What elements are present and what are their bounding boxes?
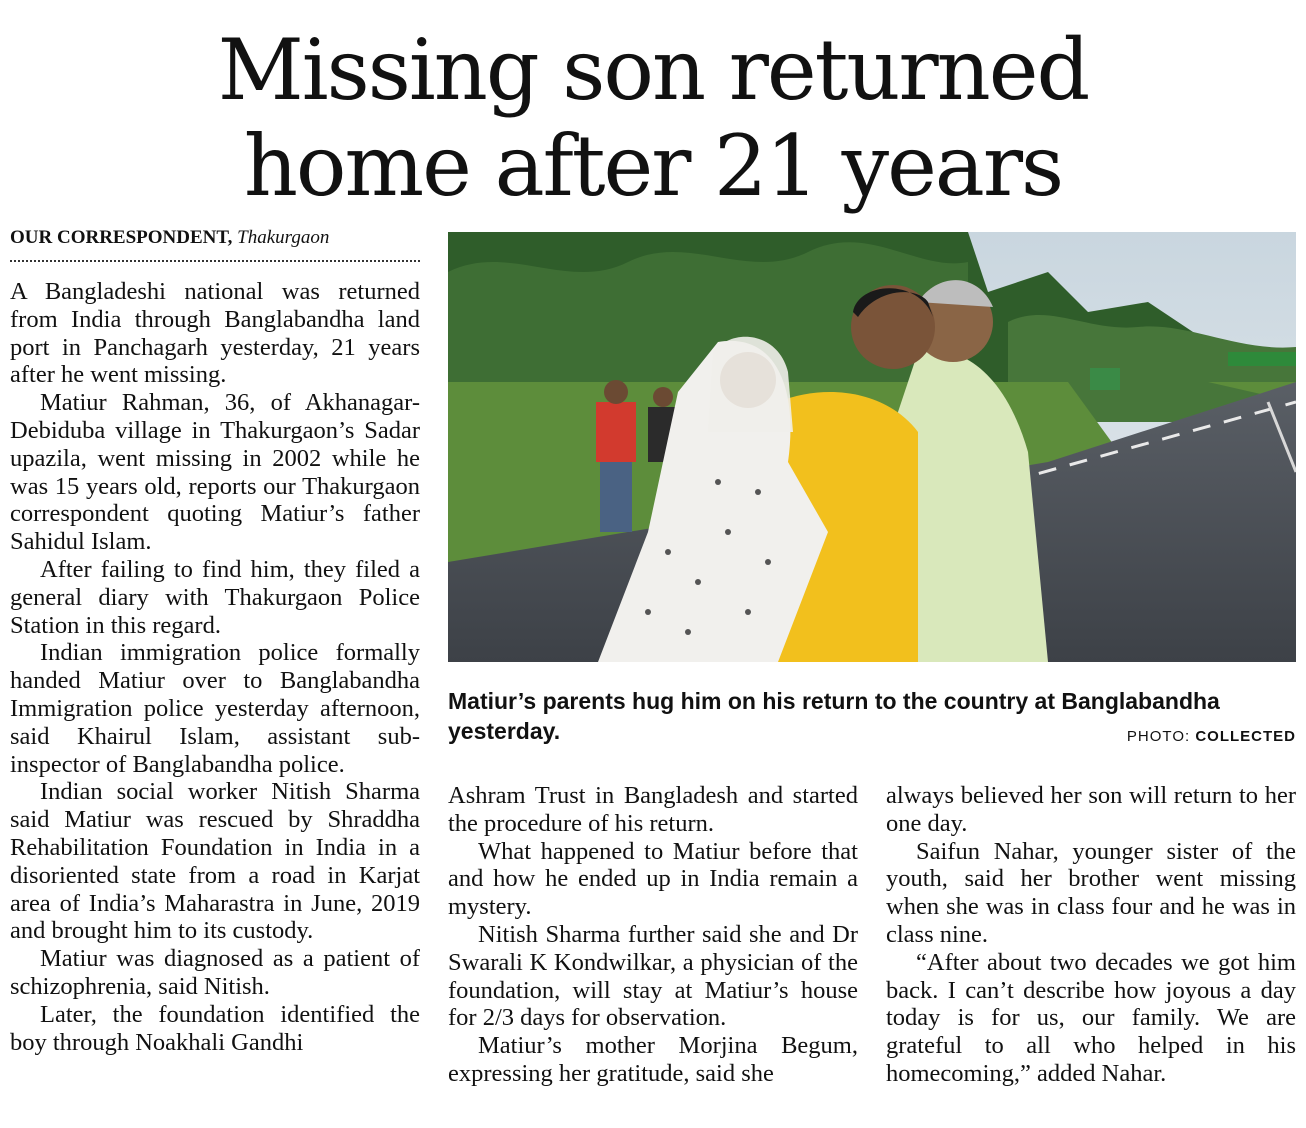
photo-credit-label: PHOTO: [1126,728,1191,745]
paragraph: Matiur’s mother Morjina Begum, expressing her gratitude, said she [448,1032,858,1087]
paragraph: Later, the foundation identified the boy through Noakhali Gandhi [10,1000,420,1056]
paragraph: A Bangladeshi national was returned from India through Banglabandha land port in Panchagarh yesterday, 21 years after he went missing. [10,278,420,389]
paragraph: What happened to Matiur before that and how he ended up in India remain a mystery. [448,837,858,921]
paragraph: Indian immigration police formally handed Matiur over to Banglabandha Immigration police yesterday afternoon, said Khairul Islam, assistant sub-inspector of Banglabandha police. [10,639,420,778]
paragraph: After failing to find him, they filed a general diary with Thakurgaon Police Station in this regard. [10,555,420,639]
paragraph: “After about two decades we got him back. I can’t describe how joyous a day today is for us, our family. We are grateful to all who helped in his homecoming,” added Nahar. [886,948,1296,1087]
byline [10,226,420,250]
photo-caption: Matiur’s parents hug him on his return to the country at Banglabandha yesterday. [448,688,1220,744]
paragraph: Matiur was diagnosed as a patient of schizophrenia, said Nitish. [10,945,420,1000]
article-column-2 [448,782,858,1122]
photo-illustration [448,232,1296,662]
article-column-3 [886,782,1296,1122]
paragraph: Matiur Rahman, 36, of Akhanagar-Debiduba village in Thakurgaon’s Sadar upazila, went missing in 2002 while he was 15 years old, reports our Thakurgaon correspondent quoting Matiur’s father Sahidul Islam. [10,389,420,556]
paragraph: Nitish Sharma further said she and Dr Swarali K Kondwilkar, a physician of the foundation, will stay at Matiur’s house for 2/3 days for observation. [448,920,858,1032]
headline-line-1: Missing son returned [217,21,1089,119]
byline-divider [10,260,420,262]
photo-credit [1127,728,1296,745]
byline-place: Thakurgaon [237,227,330,248]
headline [0,22,1306,214]
paragraph: Ashram Trust in Bangladesh and started the procedure of his return. [448,782,858,837]
byline-name: OUR CORRESPONDENT, [10,227,233,248]
photo-credit-source: COLLECTED [1195,728,1296,745]
news-photo [448,232,1296,662]
headline-line-2: home after 21 years [243,117,1063,215]
paragraph: Saifun Nahar, younger sister of the youth, said her brother went missing when she was in class four and he was in class nine. [886,837,1296,948]
paragraph: always believed her son will return to her one day. [886,782,1296,837]
paragraph: Indian social worker Nitish Sharma said Matiur was rescued by Shraddha Rehabilitation Foundation in India in a disoriented state from a road in Karjat area of India’s Maharastra in June, 2019 and brought him to its custody. [10,778,420,945]
article-column-1 [10,278,420,1123]
